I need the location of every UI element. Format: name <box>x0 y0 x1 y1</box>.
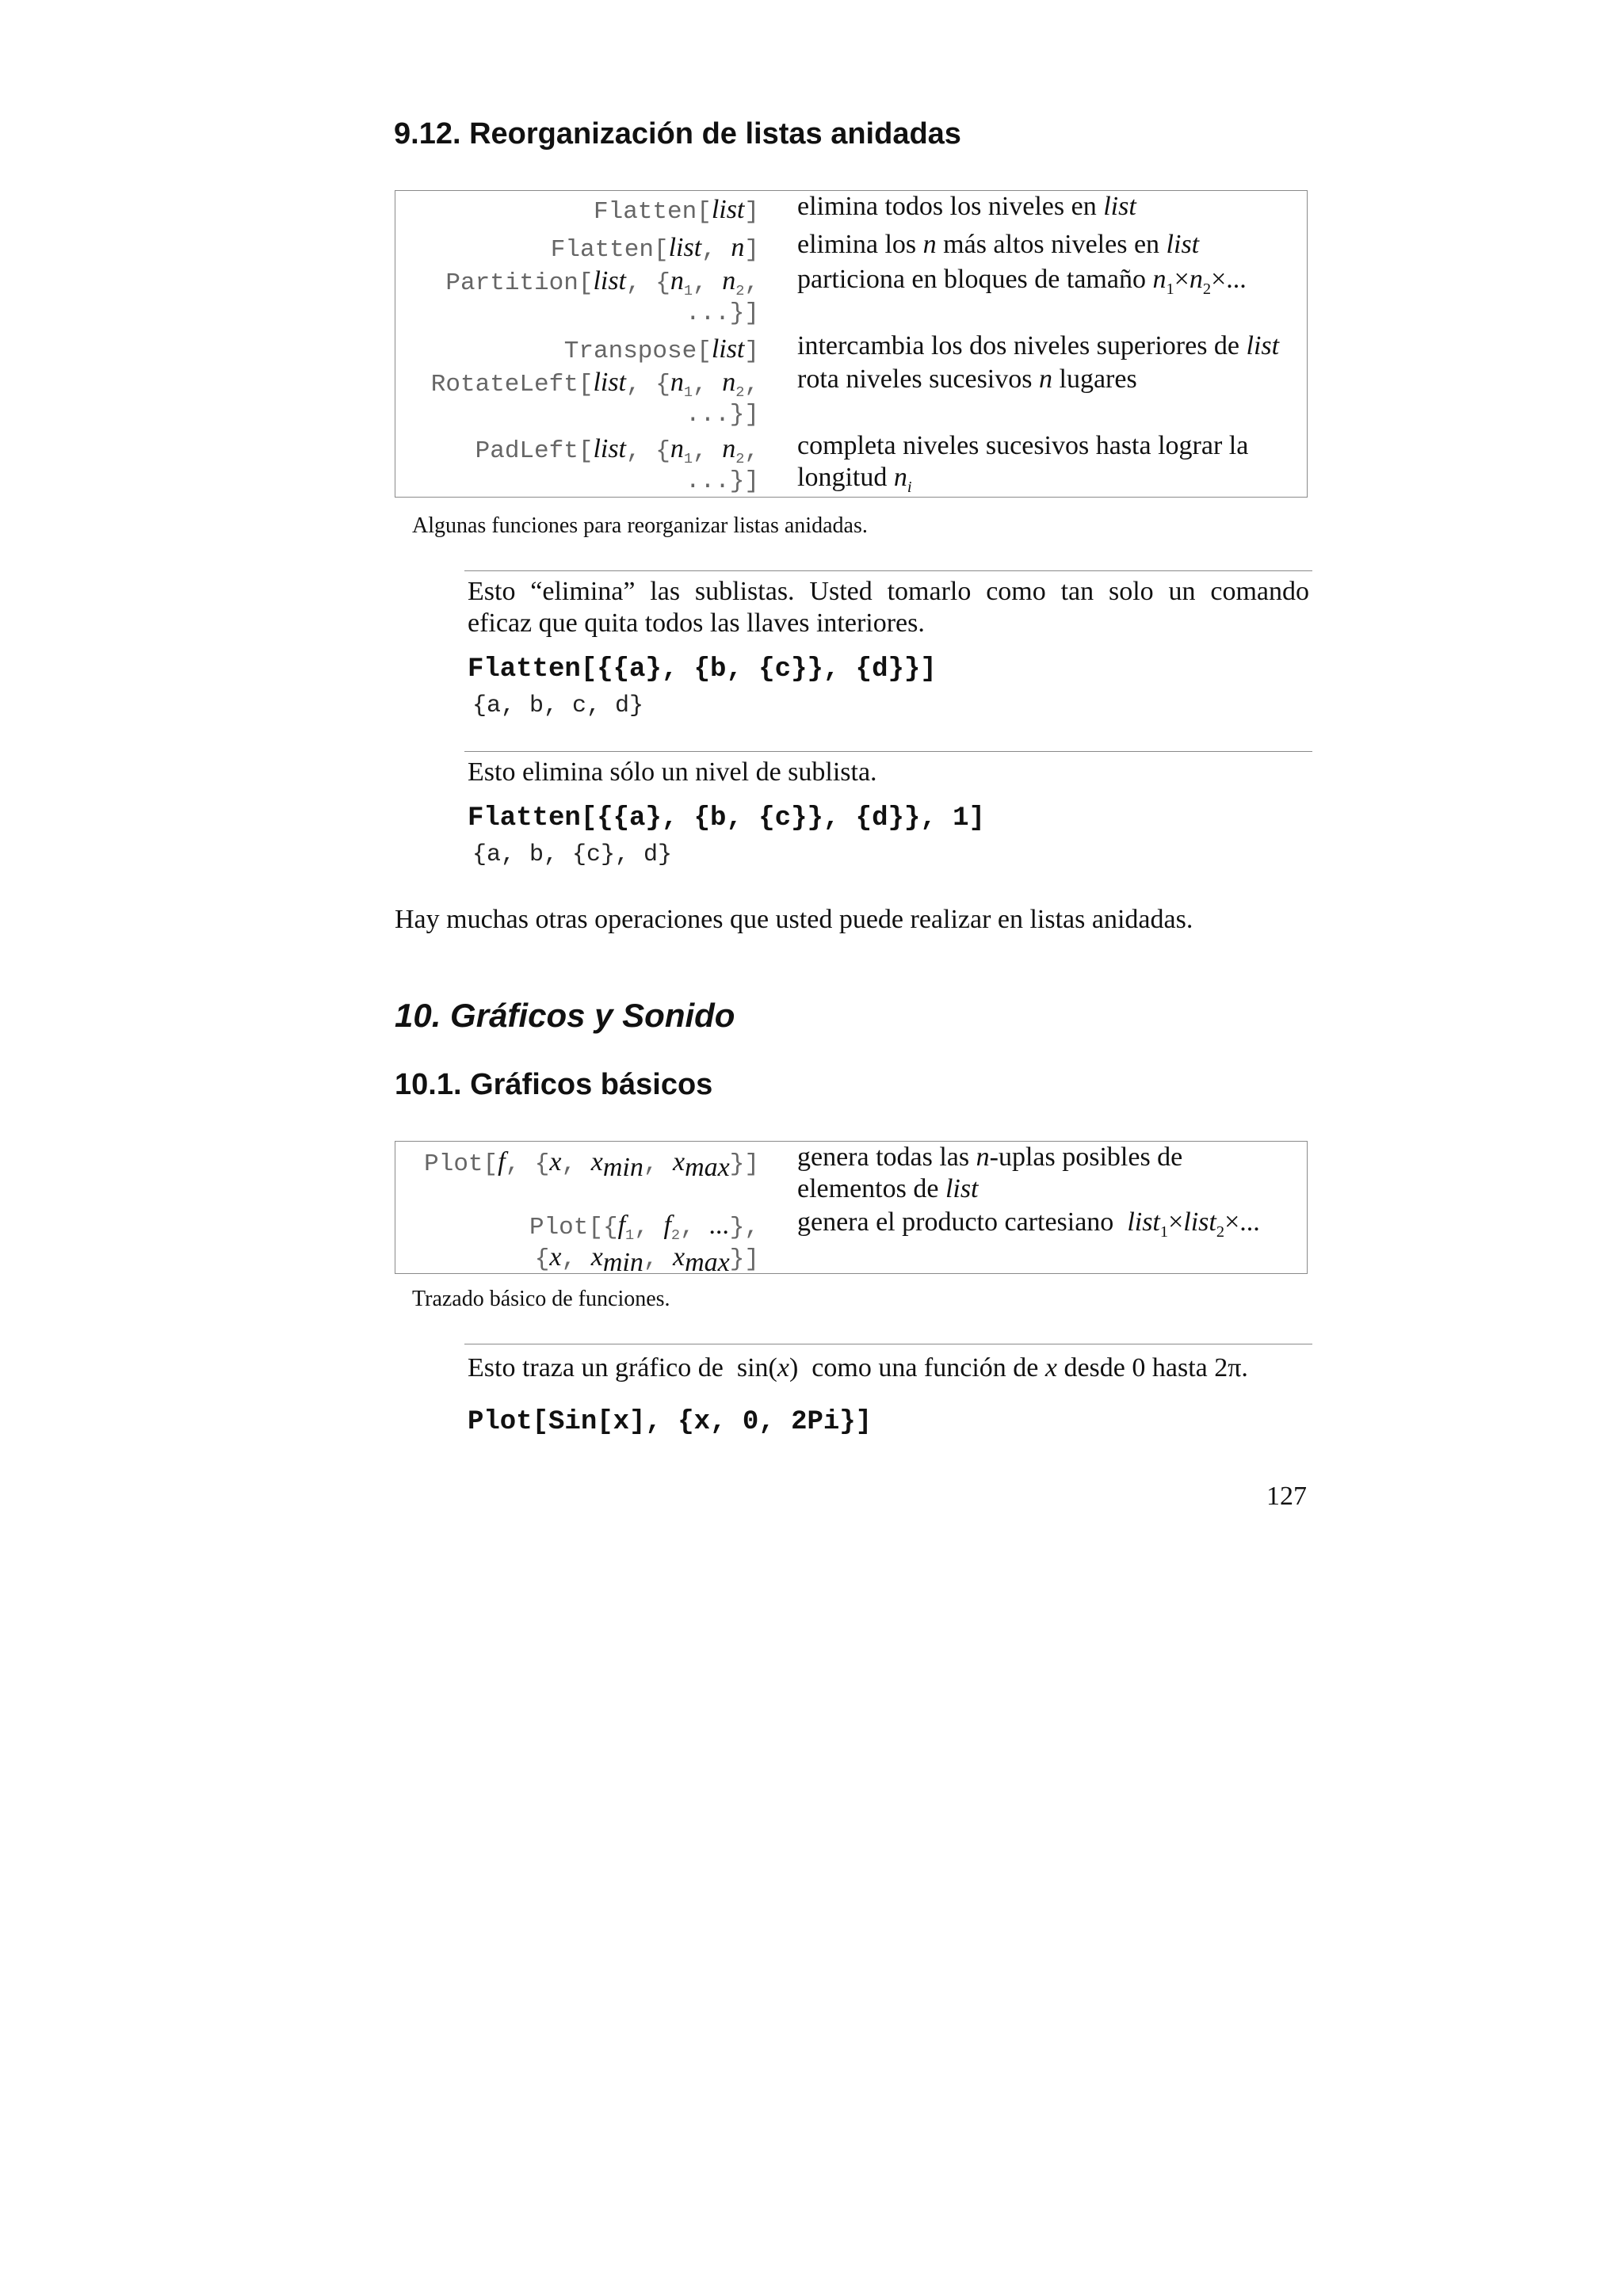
table-row-desc: elementos de list <box>797 1174 979 1203</box>
table-row-func-cont: ...}] <box>685 467 759 495</box>
table-caption: Trazado básico de funciones. <box>412 1287 670 1311</box>
table-caption: Algunas funciones para reorganizar listas anidadas. <box>412 513 868 538</box>
table-row-func: Transpose[list] <box>563 334 759 365</box>
table-row-func: Partition[list, {$n_1$, $n_2$, <box>445 266 759 300</box>
input-cell: Flatten[{{a}, {b, {c}}, {d}}, 1] <box>468 803 985 833</box>
table-row-func: RotateLeft[list, {$n_1$, $n_2$, <box>430 368 759 402</box>
section-heading: 9.12. Reorganización de listas anidadas <box>394 117 961 151</box>
table-row-func: Flatten[list] <box>593 195 759 226</box>
example-text: Esto “elimina” las sublistas. Usted tomarlo como tan solo un comando <box>468 577 1309 606</box>
input-cell: Flatten[{{a}, {b, {c}}, {d}}] <box>468 654 937 685</box>
table-row-func-cont: ...}] <box>685 401 759 429</box>
page-number: 127 <box>1266 1482 1307 1511</box>
table-row-desc: completa niveles sucesivos hasta lograr la <box>797 431 1249 460</box>
table-row-func-cont: ...}] <box>685 299 759 327</box>
example-text: Esto traza un gráfico de sin(x) como una función de x desde 0 hasta 2π. <box>468 1353 1248 1383</box>
table-row-desc: elimina los n más altos niveles en list <box>797 230 1200 259</box>
table-row-desc: elimina todos los niveles en list <box>797 192 1136 221</box>
input-cell: Plot[Sin[x], {x, 0, 2Pi}] <box>468 1407 873 1437</box>
table-row-desc: genera el producto cartesiano list$_1$×list$_2$×... <box>797 1207 1260 1241</box>
table-row-func: Flatten[list, n] <box>550 233 759 264</box>
table-row-desc: rota niveles sucesivos n lugares <box>797 364 1137 394</box>
output-cell: {a, b, {c}, d} <box>472 841 673 868</box>
output-cell: {a, b, c, d} <box>472 692 644 719</box>
example-text: Esto elimina sólo un nivel de sublista. <box>468 757 877 787</box>
cell-divider <box>464 751 1312 752</box>
cell-divider <box>464 570 1312 571</box>
table-row-desc: particiona en bloques de tamaño $n_1\times n_2\times$... <box>797 265 1247 298</box>
table-row-desc: intercambia los dos niveles superiores de list <box>797 331 1280 360</box>
table-row-func: $Plot[\{f_1$, $f_2$, ...}, <box>529 1211 759 1245</box>
example-text: eficaz que quita todos las llaves interiores. <box>468 608 925 638</box>
chapter-heading: 10. Gráficos y Sonido <box>395 997 735 1034</box>
table-row-func: Plot[f, {x, $x_{min}$, $x_{max}$}] <box>424 1147 759 1183</box>
paragraph: Hay muchas otras operaciones que usted puede realizar en listas anidadas. <box>395 905 1193 934</box>
table-row-desc: longitud $n_i$ <box>797 463 912 496</box>
table-row-func: PadLeft[list, {$n_1$, $n_2$, <box>475 434 759 468</box>
table-row-func-cont: {x, $x_{min}$, $x_{max}$}] <box>534 1242 759 1278</box>
section-heading: 10.1. Gráficos básicos <box>395 1068 713 1101</box>
table-row-desc: genera todas las n-uplas posibles de <box>797 1142 1183 1172</box>
